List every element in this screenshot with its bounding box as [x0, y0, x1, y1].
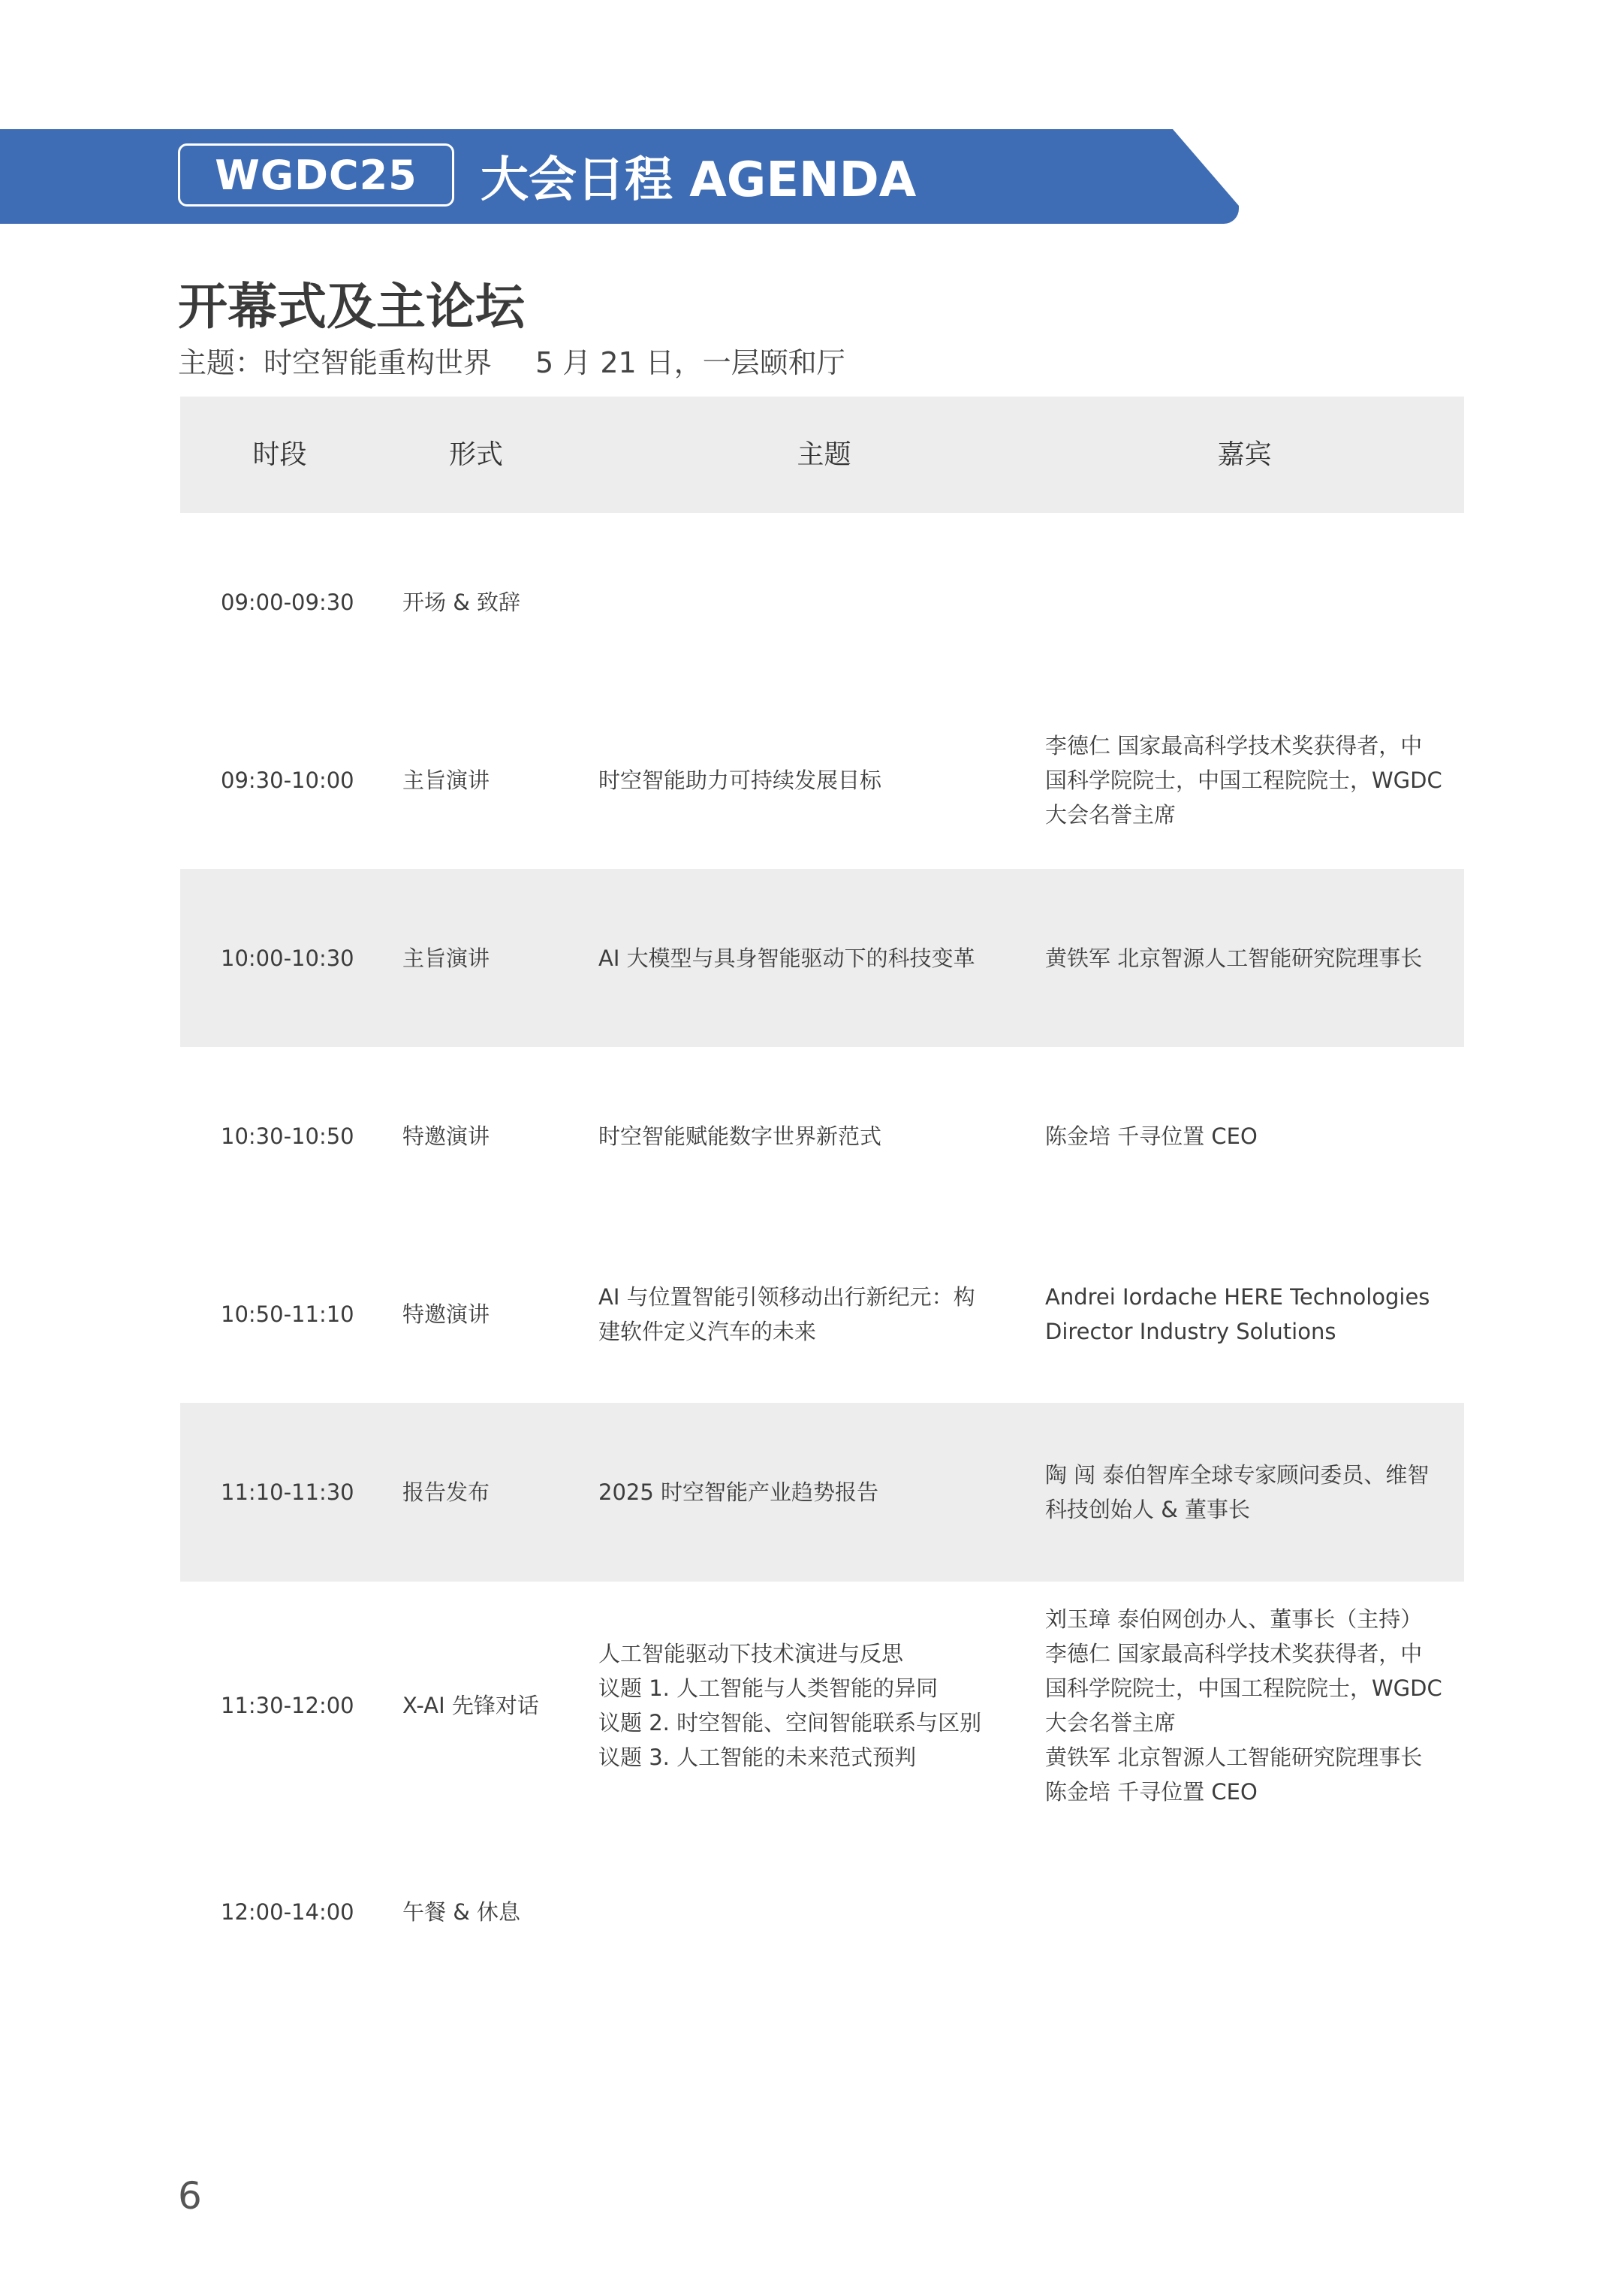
page-number: 6 — [178, 2174, 202, 2218]
row-topic — [598, 1225, 1019, 1403]
table-row — [180, 691, 1464, 869]
row-format: 特邀演讲 — [402, 1123, 490, 1149]
header-title: 大会日程 AGENDA — [481, 152, 917, 208]
row-topic-line: AI 与位置智能引领移动出行新纪元：构 — [598, 1283, 975, 1310]
row-guest-line: 国科学院院士，中国工程院院士，WGDC — [1045, 1675, 1442, 1701]
row-topic — [598, 1047, 1019, 1225]
row-time: 09:00-09:30 — [221, 589, 354, 615]
row-guest-line: 李德仁 国家最高科学技术奖获得者，中 — [1045, 732, 1423, 758]
row-topic — [598, 1829, 1019, 1995]
section-title: 开幕式及主论坛 — [178, 278, 525, 336]
row-topic-line: 议题 1. 人工智能与人类智能的异同 — [598, 1675, 939, 1701]
row-format: 主旨演讲 — [402, 945, 490, 971]
table-row — [180, 513, 1464, 691]
row-format: 开场 & 致辞 — [402, 589, 521, 615]
row-guest — [1045, 1225, 1451, 1403]
row-guest-line: 黄铁军 北京智源人工智能研究院理事长 — [1045, 1745, 1423, 1770]
table-row — [180, 1225, 1464, 1403]
row-format: 主旨演讲 — [402, 767, 490, 793]
row-guest-line: 李德仁 国家最高科学技术奖获得者，中 — [1045, 1641, 1423, 1666]
section-date-venue: 5 月 21 日，一层颐和厅 — [535, 346, 845, 379]
wgdc-logo: WGDC25 — [178, 143, 454, 207]
row-guest — [1045, 1829, 1451, 1995]
row-guest-line: 科技创始人 & 董事长 — [1045, 1497, 1251, 1522]
row-time: 11:30-12:00 — [221, 1693, 354, 1718]
section-subtitle — [178, 339, 845, 381]
table-row — [180, 1829, 1464, 1995]
header-time: 时段 — [252, 439, 307, 470]
row-guest-line: Director Industry Solutions — [1045, 1318, 1336, 1344]
row-time: 10:00-10:30 — [221, 945, 354, 971]
table-row — [180, 1582, 1464, 1829]
row-topic-line: 时空智能助力可持续发展目标 — [598, 767, 882, 793]
row-guest-line: 大会名誉主席 — [1045, 801, 1177, 828]
row-topic-line: 时空智能赋能数字世界新范式 — [598, 1123, 882, 1149]
row-format: 午餐 & 休息 — [402, 1899, 521, 1925]
row-guest-line: Andrei Iordache HERE Technologies — [1045, 1283, 1430, 1310]
row-topic-line: 人工智能驱动下技术演进与反思 — [598, 1641, 904, 1666]
row-guest — [1045, 691, 1451, 869]
row-guest-line: 陈金培 千寻位置 CEO — [1045, 1123, 1258, 1149]
row-topic — [598, 869, 1019, 1047]
row-topic — [598, 513, 1019, 691]
row-topic-line: 建软件定义汽车的未来 — [598, 1318, 817, 1344]
row-guest — [1045, 513, 1451, 691]
row-topic — [598, 1403, 1019, 1582]
row-guest-line: 国科学院院士，中国工程院院士，WGDC — [1045, 767, 1442, 793]
row-guest — [1045, 1403, 1451, 1582]
row-guest — [1045, 1582, 1451, 1829]
header-format: 形式 — [448, 439, 503, 470]
row-format: 特邀演讲 — [402, 1301, 490, 1327]
row-topic-line: 议题 2. 时空智能、空间智能联系与区别 — [598, 1710, 982, 1736]
section-theme: 主题：时空智能重构世界 — [178, 346, 493, 379]
row-time: 12:00-14:00 — [221, 1899, 354, 1925]
row-guest-line: 刘玉璋 泰伯网创办人、董事长（主持） — [1045, 1606, 1423, 1632]
row-time: 10:30-10:50 — [221, 1123, 354, 1149]
row-topic-line: AI 大模型与具身智能驱动下的科技变革 — [598, 945, 975, 971]
row-topic — [598, 1582, 1019, 1829]
row-time: 11:10-11:30 — [221, 1479, 354, 1505]
row-topic-line: 2025 时空智能产业趋势报告 — [598, 1479, 879, 1505]
row-format: X-AI 先锋对话 — [402, 1693, 539, 1718]
table-row — [180, 1047, 1464, 1225]
row-time: 09:30-10:00 — [221, 767, 354, 793]
header-guest: 嘉宾 — [1217, 439, 1272, 470]
row-topic — [598, 691, 1019, 869]
row-guest-line: 陈金培 千寻位置 CEO — [1045, 1779, 1258, 1805]
row-guest — [1045, 869, 1451, 1047]
table-header — [180, 397, 1464, 513]
header-topic: 主题 — [797, 439, 851, 470]
row-format: 报告发布 — [402, 1479, 490, 1505]
row-guest-line: 陶 闯 泰伯智库全球专家顾问委员、维智 — [1045, 1462, 1430, 1488]
table-row — [180, 869, 1464, 1047]
row-guest — [1045, 1047, 1451, 1225]
row-guest-line: 大会名誉主席 — [1045, 1710, 1177, 1736]
row-guest-line: 黄铁军 北京智源人工智能研究院理事长 — [1045, 945, 1423, 971]
agenda-table — [180, 397, 1464, 1995]
table-row — [180, 1403, 1464, 1582]
row-topic-line: 议题 3. 人工智能的未来范式预判 — [598, 1745, 917, 1770]
row-time: 10:50-11:10 — [221, 1301, 354, 1327]
